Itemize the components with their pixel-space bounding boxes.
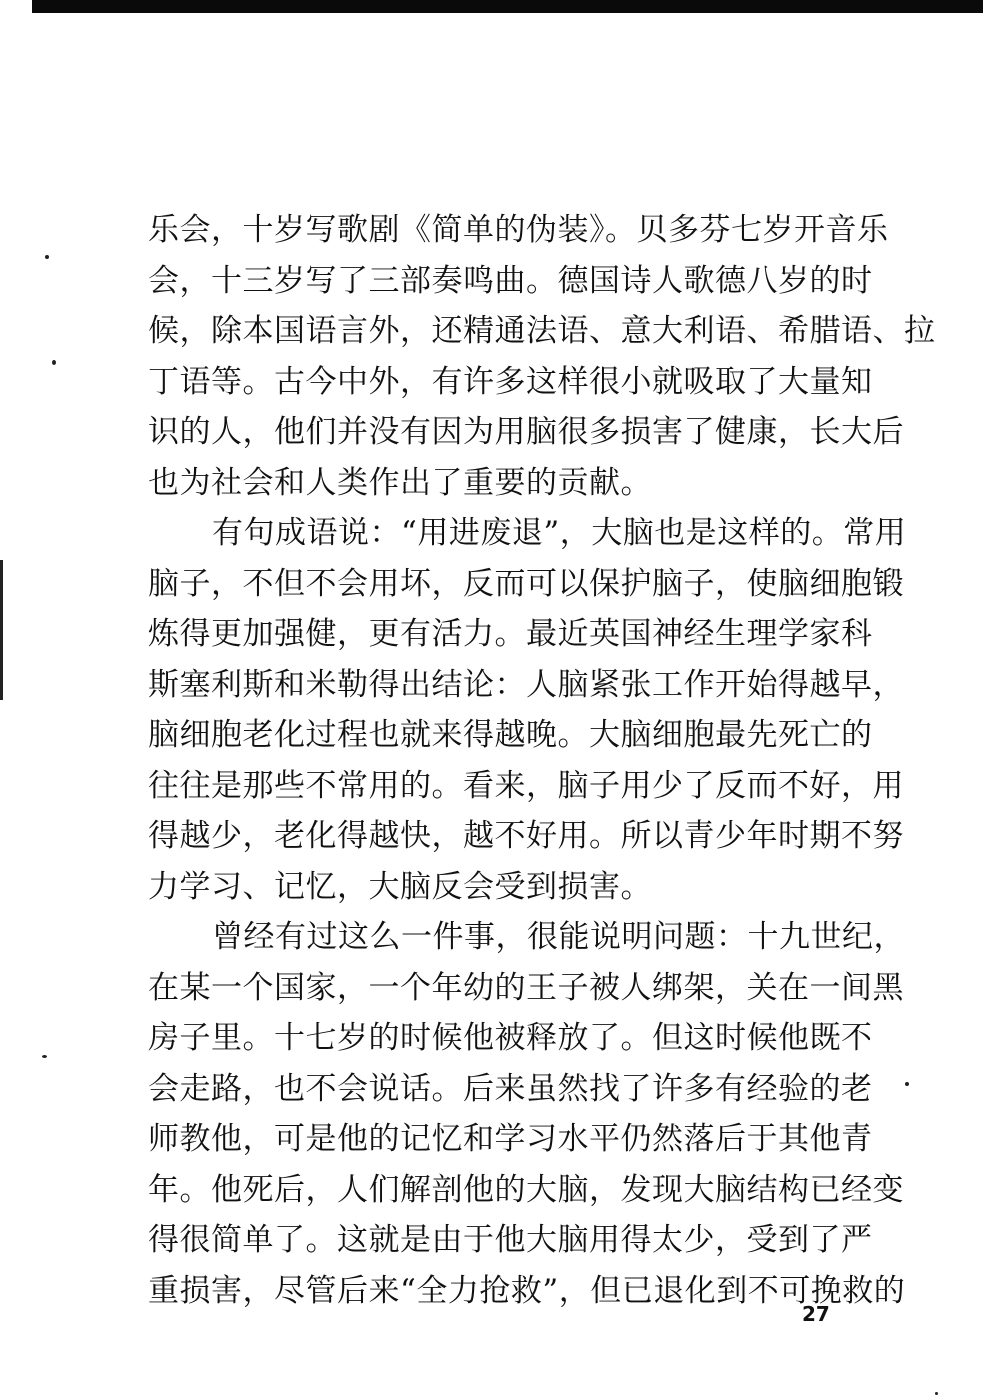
text-line: 炼得更加强健，更有活力。最近英国神经生理学家科 <box>148 616 873 652</box>
paragraph-start-line: 有句成语说：“用进废退”，大脑也是这样的。常用 <box>212 515 907 551</box>
text-line: 斯塞利斯和米勒得出结论：人脑紧张工作开始得越早， <box>148 666 904 703</box>
text-line: 也为社会和人类作出了重要的贡献。 <box>148 464 652 501</box>
text-line: 候，除本国语言外，还精通法语、意大利语、希腊语、拉 <box>148 313 936 349</box>
scan-speck <box>42 1055 47 1058</box>
paragraph-start-line: 曾经有过这么一件事，很能说明问题：十九世纪， <box>212 919 905 955</box>
text-line: 往往是那些不常用的。看来，脑子用少了反而不好，用 <box>148 767 904 804</box>
scan-speck <box>935 1392 938 1395</box>
text-line: 乐会，十岁写歌剧《简单的伪装》。贝多芬七岁开音乐 <box>148 212 889 248</box>
left-margin-mark <box>0 560 3 700</box>
text-line: 房子里。十七岁的时候他被释放了。但这时候他既不 <box>148 1020 873 1056</box>
scan-speck <box>52 360 56 365</box>
text-line: 丁语等。古今中外，有许多这样很小就吸取了大量知 <box>148 363 873 400</box>
scan-speck <box>45 255 49 259</box>
text-line: 重损害，尽管后来“全力抢救”，但已退化到不可挽救的 <box>148 1272 906 1309</box>
text-line: 力学习、记忆，大脑反会受到损害。 <box>148 868 652 905</box>
page-number: 27 <box>802 1302 830 1326</box>
text-line: 得越少，老化得越快，越不好用。所以青少年时期不努 <box>148 818 904 854</box>
text-line: 脑子，不但不会用坏，反而可以保护脑子，使脑细胞锻 <box>148 565 904 602</box>
text-line: 会，十三岁写了三部奏鸣曲。德国诗人歌德八岁的时 <box>148 262 873 299</box>
text-line: 师教他，可是他的记忆和学习水平仍然落后于其他青 <box>148 1121 873 1157</box>
text-line: 得很简单了。这就是由于他大脑用得太少，受到了严 <box>148 1222 873 1258</box>
text-line: 识的人，他们并没有因为用脑很多损害了健康，长大后 <box>148 414 904 450</box>
text-line: 脑细胞老化过程也就来得越晚。大脑细胞最先死亡的 <box>148 717 873 753</box>
text-line: 在某一个国家，一个年幼的王子被人绑架，关在一间黑 <box>148 969 904 1006</box>
body-text <box>148 205 936 1316</box>
text-line: 年。他死后，人们解剖他的大脑，发现大脑结构已经变 <box>148 1171 904 1208</box>
top-border-rule <box>32 0 983 13</box>
text-line: 会走路，也不会说话。后来虽然找了许多有经验的老 <box>148 1070 873 1107</box>
scan-speck <box>905 1082 909 1086</box>
